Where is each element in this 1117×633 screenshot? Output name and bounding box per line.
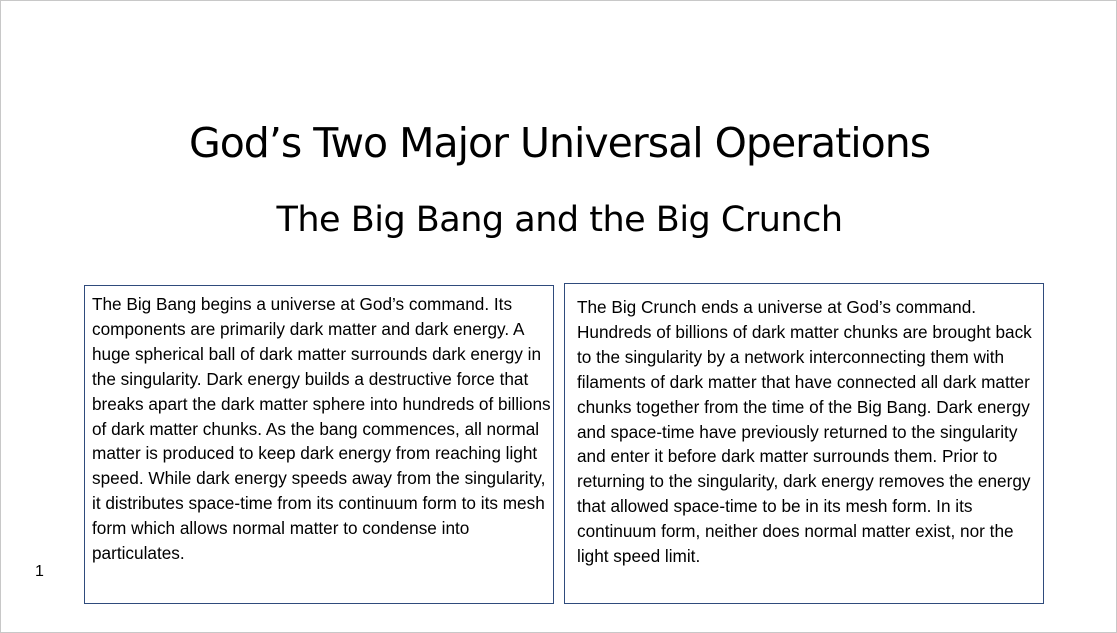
big-crunch-text-box[interactable] (564, 283, 1044, 604)
slide-title[interactable]: God’s Two Major Universal Operations (188, 119, 931, 167)
big-crunch-paragraph: The Big Crunch ends a universe at God’s command. Hundreds of billions of dark matter chunks are brought back to the singularity by a network interconnecting them with filaments of dark matter that have connected all dark matter chunks together from the time of the Big Bang. Dark energy and space-time have previously returned to the singularity and enter it before dark matter surrounds them. Prior to returning to the singularity, dark energy removes the energy that allowed space-time to be in its mesh form. In its continuum form, neither does normal matter exist, nor the light speed limit. (577, 297, 1032, 567)
slide-subtitle[interactable]: The Big Bang and the Big Crunch (276, 200, 843, 240)
slide-number: 1 (35, 563, 44, 580)
big-bang-paragraph: The Big Bang begins a universe at God’s command. Its components are primarily dark matter and dark energy. A huge spherical ball of dark matter surrounds dark energy in the singularity. Dark energy builds a destructive force that breaks apart the dark matter sphere into hundreds of billions of dark matter chunks. As the bang commences, all normal matter is produced to keep dark energy from reaching light speed. While dark energy speeds away from the singularity, it distributes space-time from its continuum form to its mesh form which allows normal matter to condense into particulates. (92, 294, 551, 564)
big-bang-text-box[interactable] (84, 285, 554, 604)
